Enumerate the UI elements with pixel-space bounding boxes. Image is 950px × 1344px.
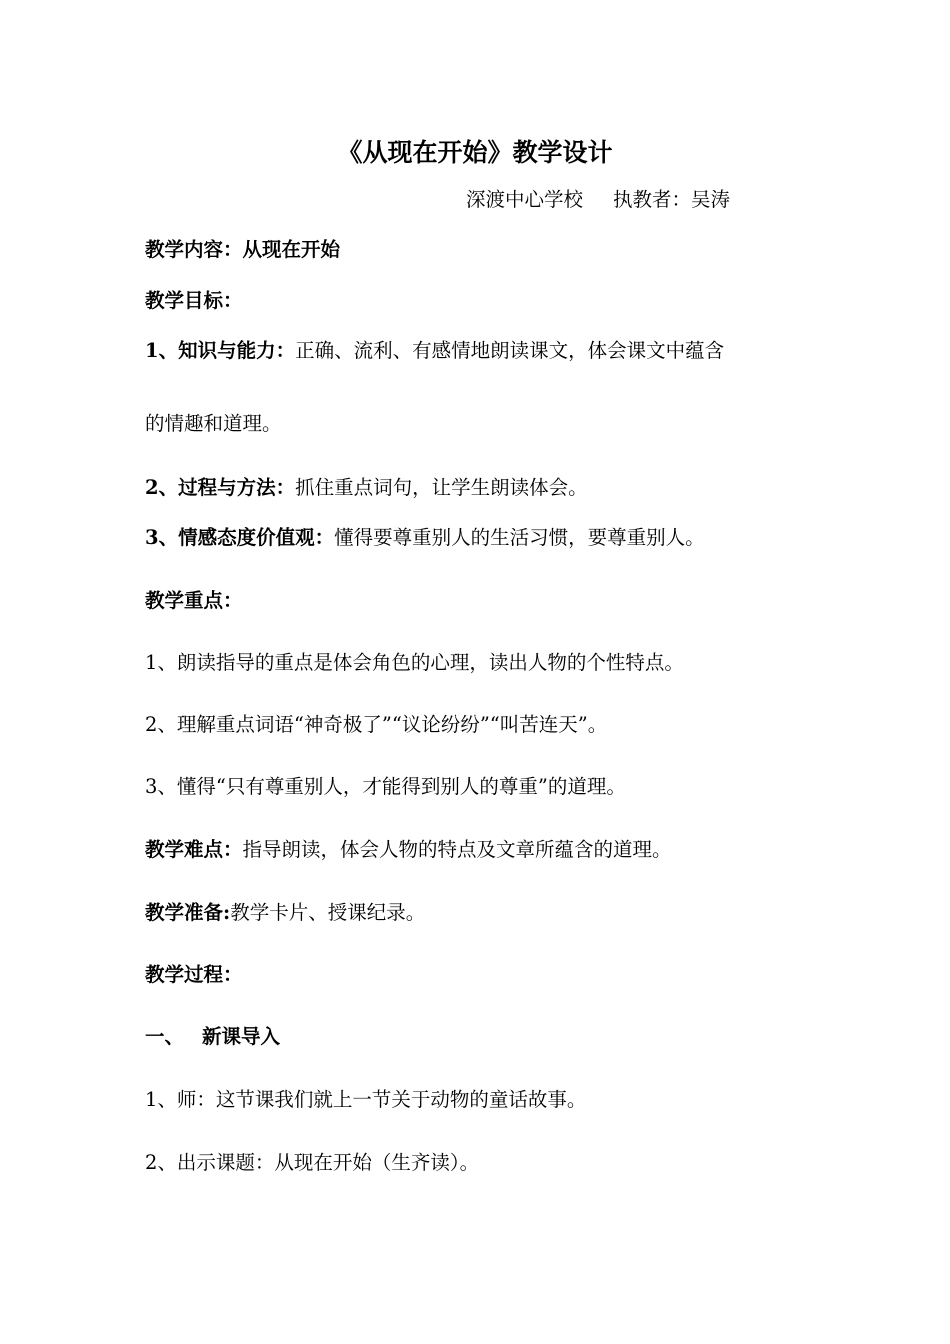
section-1-title: 新课导入 <box>202 1025 281 1048</box>
step-2: 2、出示课题：从现在开始（生齐读）。 <box>145 1151 480 1174</box>
content-heading: 教学内容：从现在开始 <box>145 238 341 261</box>
school-name: 深渡中心学校 <box>466 188 584 211</box>
goal-2 <box>145 475 588 501</box>
preparation-label: 教学准备: <box>145 901 231 924</box>
section-1-number: 一、 <box>145 1025 185 1048</box>
goal-1-continued: 的情趣和道理。 <box>145 412 282 435</box>
goals-heading: 教学目标： <box>145 289 243 312</box>
goal-1-label: 1、知识与能力： <box>145 339 296 362</box>
goal-1-text: 正确、流利、有感情地朗读课文，体会课文中蕴含 <box>295 339 725 362</box>
difficulty <box>145 837 672 863</box>
difficulty-label: 教学难点： <box>145 838 243 861</box>
key-point-1: 1、朗读指导的重点是体会角色的心理，读出人物的个性特点。 <box>145 651 684 674</box>
teacher-name: 执教者：吴涛 <box>613 188 731 211</box>
goal-1 <box>145 338 724 364</box>
key-point-3: 3、懂得“只有尊重别人，才能得到别人的尊重”的道理。 <box>145 775 626 798</box>
goal-2-text: 抓住重点词句，让学生朗读体会。 <box>295 476 588 499</box>
preparation-text: 教学卡片、授课纪录。 <box>230 901 426 924</box>
byline <box>466 187 730 213</box>
process-heading: 教学过程： <box>145 963 243 986</box>
goal-3-label: 3、情感态度价值观： <box>145 526 335 549</box>
section-1-heading <box>145 1024 280 1050</box>
difficulty-text: 指导朗读，体会人物的特点及文章所蕴含的道理。 <box>242 838 672 861</box>
step-1: 1、师：这节课我们就上一节关于动物的童话故事。 <box>145 1088 587 1111</box>
key-point-2: 2、理解重点词语“神奇极了”“议论纷纷”“叫苦连天”。 <box>145 713 608 736</box>
preparation <box>145 900 425 926</box>
document-title: 《从现在开始》教学设计 <box>337 138 613 167</box>
key-points-heading: 教学重点： <box>145 589 243 612</box>
goal-2-label: 2、过程与方法： <box>145 476 296 499</box>
goal-3 <box>145 525 705 551</box>
goal-3-text: 懂得要尊重别人的生活习惯，要尊重别人。 <box>334 526 705 549</box>
